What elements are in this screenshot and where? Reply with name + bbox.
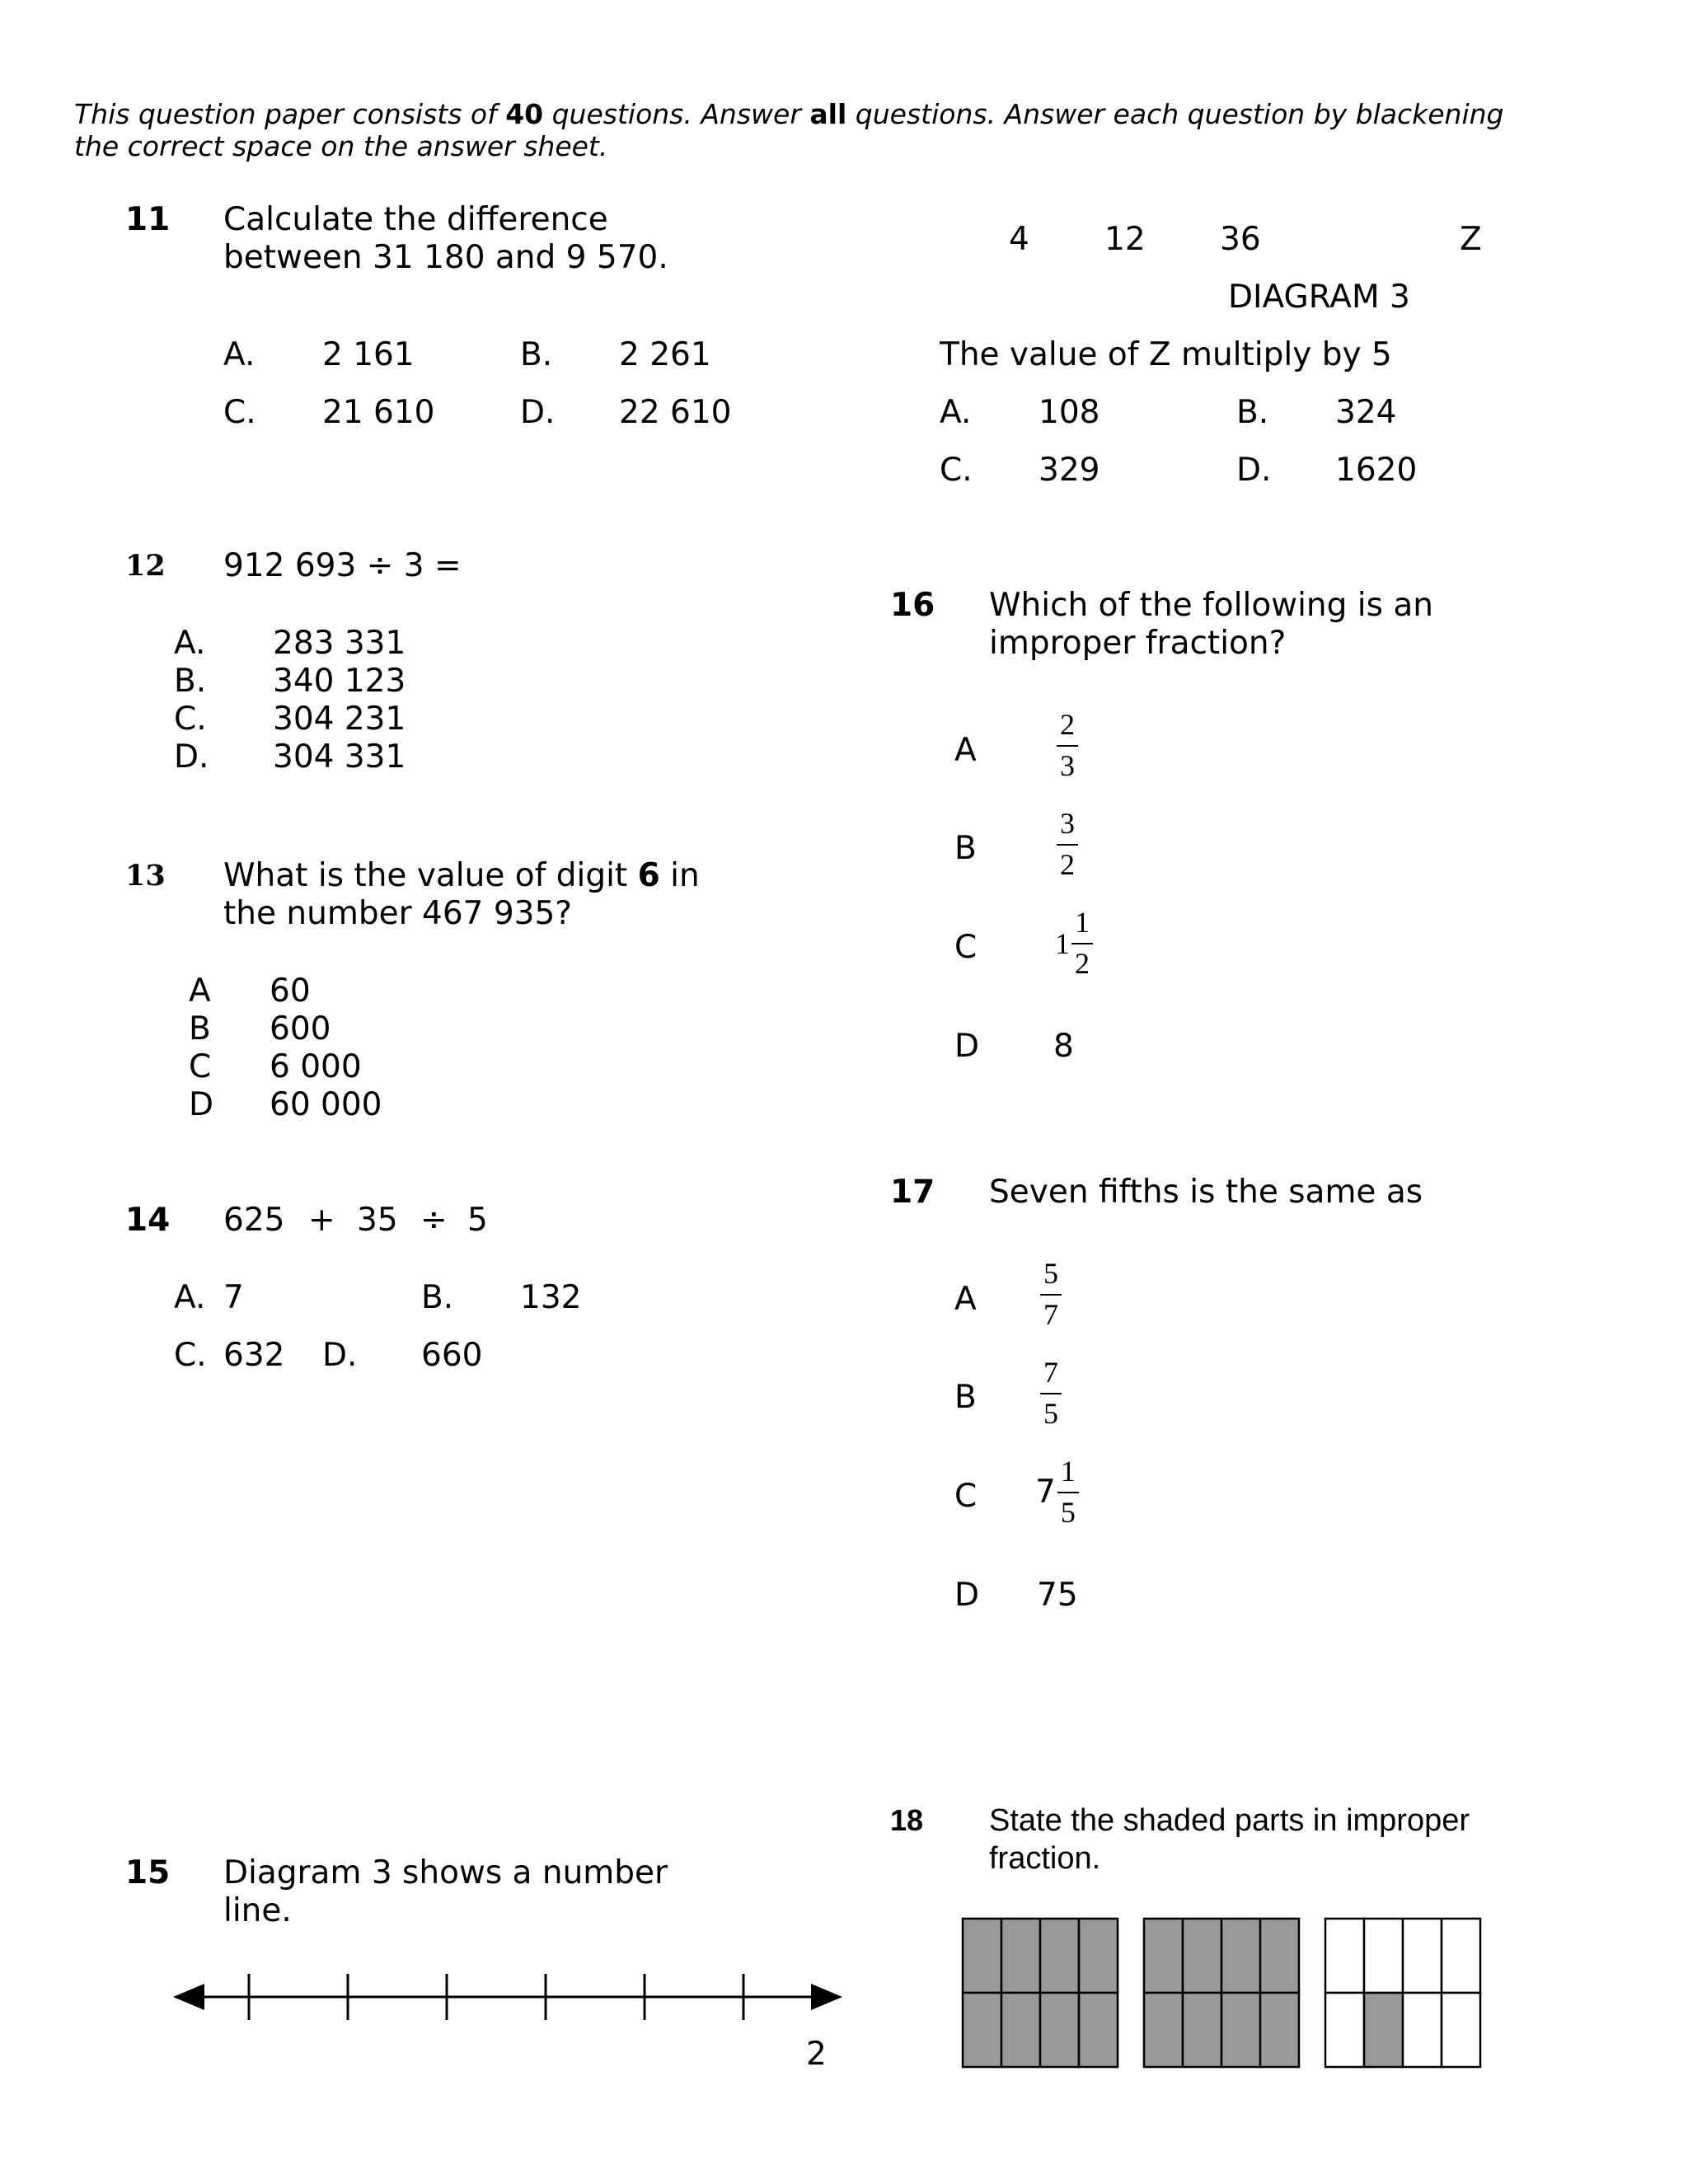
- q11-number: 11: [125, 201, 171, 238]
- q14-expr-5: 5: [467, 1202, 488, 1239]
- q16-number: 16: [890, 587, 935, 624]
- shaded-cell: [963, 1993, 1001, 2067]
- q17-question: Seven fifths is the same as: [989, 1174, 1423, 1211]
- q11-text-line-1: Calculate the difference: [223, 201, 608, 238]
- q13-text-line-1: What is the value of digit 6 in: [223, 857, 700, 894]
- shaded-cell: [1079, 1919, 1118, 1993]
- shaded-cell: [1183, 1919, 1221, 1993]
- unshaded-cell: [1403, 1919, 1442, 1993]
- q13-number: 13: [125, 859, 166, 893]
- q12-option-c-letter: C.: [174, 701, 207, 738]
- number-line-left-arrow: [173, 1984, 204, 2010]
- intro-line-1: This question paper consists of 40 questions. Answer all questions. Answer each question by blackening: [74, 98, 1504, 130]
- q12-option-d-letter: D.: [174, 738, 209, 776]
- q14-expr-1: 625: [223, 1202, 285, 1239]
- q14-expr-3: 35: [357, 1202, 398, 1239]
- q15-prompt: The value of Z multiply by 5: [940, 336, 1392, 373]
- q11-option-b-letter: B.: [520, 336, 553, 373]
- q18-number: 18: [890, 1803, 924, 1837]
- q13-option-b-value: 600: [270, 1010, 331, 1047]
- q14-option-d-value: 660: [421, 1337, 483, 1374]
- unshaded-cell: [1442, 1919, 1480, 1993]
- q16-option-b-fraction: 3 2: [1057, 808, 1078, 881]
- shaded-cell: [1001, 1993, 1040, 2067]
- q16-option-a-letter: A: [954, 732, 977, 769]
- q15-option-c-value: 329: [1039, 452, 1100, 489]
- q13-option-a-value: 60: [270, 972, 311, 1010]
- unshaded-cell: [1364, 1919, 1403, 1993]
- q11-option-d-letter: D.: [520, 394, 556, 431]
- unshaded-cell: [1403, 1993, 1442, 2067]
- q12-option-a-value: 283 331: [273, 625, 406, 662]
- q17-option-c-letter: C: [954, 1478, 978, 1515]
- q14-option-b-letter: B.: [421, 1279, 454, 1316]
- q11-text-line-2: between 31 180 and 9 570.: [223, 239, 668, 276]
- q16-option-d-letter: D: [954, 1028, 980, 1065]
- q15-option-a-value: 108: [1039, 394, 1100, 431]
- q11-option-b-value: 2 261: [619, 336, 711, 373]
- q17-option-a-letter: A: [954, 1281, 977, 1318]
- q15-number: 15: [125, 1854, 171, 1891]
- shaded-cell: [1260, 1919, 1299, 1993]
- sequence-z: Z: [1460, 221, 1482, 258]
- q13-option-d-letter: D: [189, 1086, 214, 1123]
- q11-option-d-value: 22 610: [619, 394, 732, 431]
- shaded-cell: [1364, 1993, 1403, 2067]
- shaded-cell: [1144, 1993, 1183, 2067]
- q17-option-b-fraction: 7 5: [1040, 1357, 1062, 1430]
- q14-expr-4: ÷: [420, 1202, 448, 1239]
- unshaded-cell: [1442, 1993, 1480, 2067]
- unshaded-cell: [1325, 1919, 1364, 1993]
- q16-option-a-fraction: 2 3: [1057, 709, 1078, 782]
- diagram-3-label: DIAGRAM 3: [1228, 279, 1410, 316]
- q15-option-b-value: 324: [1335, 394, 1397, 431]
- shaded-grid-2: [1144, 1919, 1299, 2067]
- q12-option-b-value: 340 123: [273, 663, 406, 700]
- q15-option-d-letter: D.: [1236, 452, 1272, 489]
- q16-option-b-letter: B: [954, 830, 977, 867]
- shaded-cell: [1221, 1919, 1260, 1993]
- q13-option-c-value: 6 000: [270, 1048, 362, 1085]
- q17-option-d-value: 75: [1037, 1577, 1078, 1614]
- q15-text-line-1: Diagram 3 shows a number: [223, 1854, 668, 1891]
- q13-option-d-value: 60 000: [270, 1086, 382, 1123]
- q14-option-c-letter: C.: [174, 1337, 207, 1374]
- q14-option-a-value: 7: [223, 1279, 244, 1316]
- intro-line-2: the correct space on the answer sheet.: [74, 130, 608, 162]
- q12-option-b-letter: B.: [174, 663, 207, 700]
- number-line-end-label: 2: [806, 2036, 827, 2073]
- q18-text-line-2: fraction.: [989, 1841, 1101, 1876]
- shaded-cell: [1040, 1993, 1079, 2067]
- q12-option-a-letter: A.: [174, 625, 206, 662]
- number-line: [165, 1974, 849, 2032]
- q15-option-c-letter: C.: [940, 452, 973, 489]
- shaded-cell: [1144, 1919, 1183, 1993]
- shaded-cell: [1001, 1919, 1040, 1993]
- shaded-cell: [1040, 1919, 1079, 1993]
- q12-option-d-value: 304 331: [273, 738, 406, 776]
- unshaded-cell: [1325, 1993, 1364, 2067]
- number-line-right-arrow: [811, 1984, 842, 2010]
- q16-option-d-value: 8: [1053, 1028, 1074, 1065]
- q13-option-b-letter: B: [189, 1010, 211, 1047]
- shaded-cell: [1221, 1993, 1260, 2067]
- q11-option-c-value: 21 610: [322, 394, 435, 431]
- q11-option-a-value: 2 161: [322, 336, 415, 373]
- q14-number: 14: [125, 1202, 171, 1239]
- q12-question: 912 693 ÷ 3 =: [223, 547, 462, 584]
- q11-option-a-letter: A.: [223, 336, 256, 373]
- q13-option-a-letter: A: [189, 972, 211, 1010]
- q15-option-d-value: 1620: [1335, 452, 1418, 489]
- q15-option-b-letter: B.: [1236, 394, 1269, 431]
- q15-option-a-letter: A.: [940, 394, 972, 431]
- q12-option-c-value: 304 231: [273, 701, 406, 738]
- q17-option-b-letter: B: [954, 1379, 977, 1416]
- q12-number: 12: [125, 549, 166, 583]
- q15-text-line-2: line.: [223, 1892, 292, 1929]
- q17-option-c-mixed-number: 7 $\frac{1}{5}$: [1035, 1455, 1079, 1529]
- q17-number: 17: [890, 1174, 935, 1211]
- q13-text-line-2: the number 467 935?: [223, 895, 572, 932]
- shaded-cell: [1079, 1993, 1118, 2067]
- q16-option-c-letter: C: [954, 929, 978, 966]
- sequence-1: 4: [1009, 221, 1029, 258]
- q11-option-c-letter: C.: [223, 394, 256, 431]
- q17-option-d-letter: D: [954, 1577, 980, 1614]
- shaded-cell: [963, 1919, 1001, 1993]
- q14-option-d-letter: D.: [322, 1337, 358, 1374]
- q13-option-c-letter: C: [189, 1048, 212, 1085]
- q16-text-line-2: improper fraction?: [989, 625, 1287, 662]
- shaded-grid-3: [1325, 1919, 1480, 2067]
- shaded-cell: [1260, 1993, 1299, 2067]
- sequence-2: 12: [1104, 221, 1146, 258]
- sequence-3: 36: [1220, 221, 1261, 258]
- q18-text-line-1: State the shaded parts in improper: [989, 1803, 1470, 1838]
- q16-text-line-1: Which of the following is an: [989, 587, 1433, 624]
- shaded-cell: [1183, 1993, 1221, 2067]
- q16-option-c-mixed-number: 1 $\frac{1}{2}$: [1055, 907, 1093, 980]
- q13-digit: 6: [637, 857, 660, 894]
- q17-option-a-fraction: 5 7: [1040, 1258, 1062, 1331]
- shaded-grid-1: [963, 1919, 1118, 2067]
- q14-option-c-value: 632: [223, 1337, 285, 1374]
- q18-shaded-grids: [961, 1917, 1502, 2074]
- q14-option-a-letter: A.: [174, 1279, 206, 1316]
- q14-option-b-value: 132: [520, 1279, 582, 1316]
- q14-expr-2: +: [308, 1202, 335, 1239]
